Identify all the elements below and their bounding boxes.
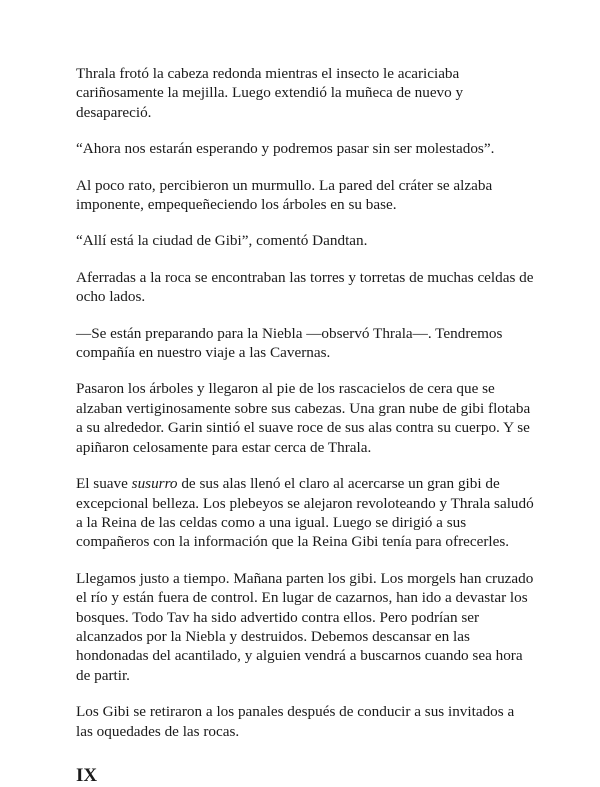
paragraph-2: “Ahora nos estarán esperando y podremos pasar sin ser molestados”.	[76, 140, 495, 158]
paragraph-5: Aferradas a la roca se encontraban las torres y torretas de muchas celdas de ocho lados.	[76, 268, 534, 306]
paragraph-1: Thrala frotó la cabeza redonda mientras el insecto le acariciaba cariñosamente la mejilla. Luego extendió la muñeca de nuevo y desapareció.	[76, 65, 464, 121]
paragraph-8-after: de sus alas llenó el claro al acercarse un gran gibi de excepcional belleza. Los plebeyos se alejaron revoloteando y Thrala saludó a la Reina de las celdas como a una igual. Luego se dirigió a sus compañeros con la información que la Reina Gibi tenía para ofrecerles.	[76, 475, 534, 551]
paragraph-4: “Allí está la ciudad de Gibi”, comentó Dandtan.	[76, 232, 368, 250]
paragraph-8-before: El suave	[76, 475, 132, 493]
paragraph-9: Llegamos justo a tiempo. Mañana parten los gibi. Los morgels han cruzado el río y están fuera de control. En lugar de cazarnos, han ido a devastar los bosques. Todo Tav ha sido advertido contra ellos. Pero podrían ser alcanzados por la Niebla y destruidos. Debemos descansar en las hondonadas del acantilado, y alguien vendrá a buscarnos cuando sea hora de partir.	[76, 569, 534, 684]
document-page	[76, 64, 534, 787]
paragraph-10: Los Gibi se retiraron a los panales después de conducir a sus invitados a las oquedades de las rocas.	[76, 703, 515, 740]
paragraph-8-italic: susurro	[131, 475, 178, 493]
paragraph-3: Al poco rato, percibieron un murmullo. La pared del cráter se alzaba imponente, empequeñeciendo los árboles en su base.	[76, 176, 493, 214]
paragraph-8	[76, 474, 534, 552]
paragraph-6: —Se están preparando para la Niebla —observó Thrala—. Tendremos compañía en nuestro viaje a las Cavernas.	[76, 324, 503, 362]
chapter-heading: IX	[76, 764, 98, 786]
paragraph-7: Pasaron los árboles y llegaron al pie de los rascacielos de cera que se alzaban vertiginosamente sobre sus cabezas. Una gran nube de gibi flotaba a su alrededor. Garin sintió el suave roce de sus alas contra su cuerpo. Y se apiñaron celosamente para estar cerca de Thrala.	[76, 380, 531, 456]
